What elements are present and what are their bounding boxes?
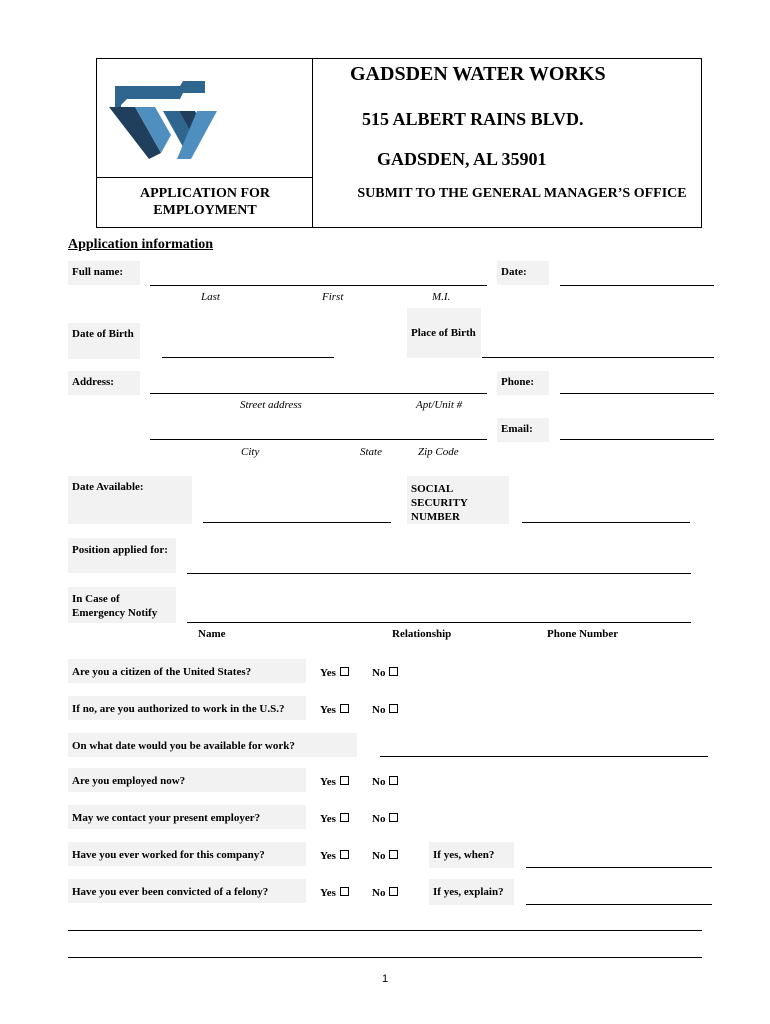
citizen-yes-option[interactable] [320,667,349,679]
place-of-birth-label: Place of Birth [407,308,481,358]
no-text: No [372,887,386,899]
emergency-label: In Case of Emergency Notify [68,587,176,623]
phone-field[interactable] [560,393,714,394]
employed-question: Are you employed now? [68,768,306,792]
full-name-field[interactable] [150,285,487,286]
ssn-field[interactable] [522,522,690,523]
state-caption: State [360,446,382,458]
dob-label: Date of Birth [68,323,140,359]
felony-question: Have you ever been convicted of a felony? [68,879,306,903]
worked-before-no-option[interactable] [372,850,398,862]
checkbox-icon[interactable] [389,887,398,896]
checkbox-icon[interactable] [340,776,349,785]
checkbox-icon[interactable] [389,704,398,713]
checkbox-icon[interactable] [389,850,398,859]
citizen-question: Are you a citizen of the United States? [68,659,306,683]
position-label: Position applied for: [68,538,176,573]
if-yes-when-field[interactable] [526,867,712,868]
no-text: No [372,850,386,862]
felony-no-option[interactable] [372,887,398,899]
no-text: No [372,813,386,825]
worked-before-yes-option[interactable] [320,850,349,862]
checkbox-icon[interactable] [340,887,349,896]
felony-yes-option[interactable] [320,887,349,899]
date-available-label: Date Available: [68,476,192,524]
header-box [96,58,702,228]
employed-no-option[interactable] [372,776,398,788]
yes-text: Yes [320,667,336,679]
address-label: Address: [68,371,140,395]
section-title: Application information [68,237,214,252]
place-of-birth-field[interactable] [482,357,714,358]
position-field[interactable] [187,573,691,574]
first-caption: First [322,291,344,303]
apt-unit-caption: Apt/Unit # [416,399,463,411]
last-caption: Last [201,291,220,303]
contact-employer-no-option[interactable] [372,813,398,825]
yes-text: Yes [320,813,336,825]
emergency-phone-caption: Phone Number [547,628,619,640]
checkbox-icon[interactable] [389,813,398,822]
email-field[interactable] [560,439,714,440]
form-title: APPLICATION FOR EMPLOYMENT [139,186,271,218]
gadsden-water-works-logo [105,71,235,161]
authorized-no-option[interactable] [372,704,398,716]
emergency-field[interactable] [187,622,691,623]
ssn-label: SOCIAL SECURITY NUMBER [407,476,509,524]
date-available-field[interactable] [203,522,391,523]
if-yes-explain-field[interactable] [526,904,712,905]
emergency-name-caption: Name [198,628,226,640]
no-text: No [372,704,386,716]
if-yes-explain-label: If yes, explain? [429,879,514,905]
yes-text: Yes [320,704,336,716]
checkbox-icon[interactable] [340,850,349,859]
yes-text: Yes [320,776,336,788]
available-date-question: On what date would you be available for work? [68,733,357,757]
org-address: 515 ALBERT RAINS BLVD. [362,109,584,129]
city-caption: City [241,446,260,458]
email-label: Email: [497,418,549,442]
explain-line-2[interactable] [68,957,702,958]
org-name: GADSDEN WATER WORKS [350,63,606,85]
authorized-question: If no, are you authorized to work in the U.S.? [68,696,306,720]
checkbox-icon[interactable] [340,667,349,676]
header-divider-horizontal [97,177,312,178]
checkbox-icon[interactable] [389,776,398,785]
dob-field[interactable] [162,357,334,358]
if-yes-when-label: If yes, when? [429,842,514,868]
checkbox-icon[interactable] [340,813,349,822]
street-address-field[interactable] [150,393,487,394]
no-text: No [372,667,386,679]
checkbox-icon[interactable] [340,704,349,713]
yes-text: Yes [320,850,336,862]
date-field[interactable] [560,285,714,286]
yes-text: Yes [320,887,336,899]
header-divider-vertical [312,59,313,227]
emergency-relationship-caption: Relationship [392,628,452,640]
city-state-zip-field[interactable] [150,439,487,440]
phone-label: Phone: [497,371,549,395]
street-address-caption: Street address [240,399,302,411]
page-number: 1 [381,973,389,985]
authorized-yes-option[interactable] [320,704,349,716]
employed-yes-option[interactable] [320,776,349,788]
no-text: No [372,776,386,788]
available-date-field[interactable] [380,756,708,757]
mi-caption: M.I. [432,291,451,303]
contact-employer-question: May we contact your present employer? [68,805,306,829]
worked-before-question: Have you ever worked for this company? [68,842,306,866]
full-name-label: Full name: [68,261,140,285]
submit-note: SUBMIT TO THE GENERAL MANAGER’S OFFICE [357,186,687,201]
checkbox-icon[interactable] [389,667,398,676]
date-label: Date: [497,261,549,285]
org-city: GADSDEN, AL 35901 [377,149,547,169]
explain-line-1[interactable] [68,930,702,931]
contact-employer-yes-option[interactable] [320,813,349,825]
citizen-no-option[interactable] [372,667,398,679]
zip-caption: Zip Code [418,446,459,458]
